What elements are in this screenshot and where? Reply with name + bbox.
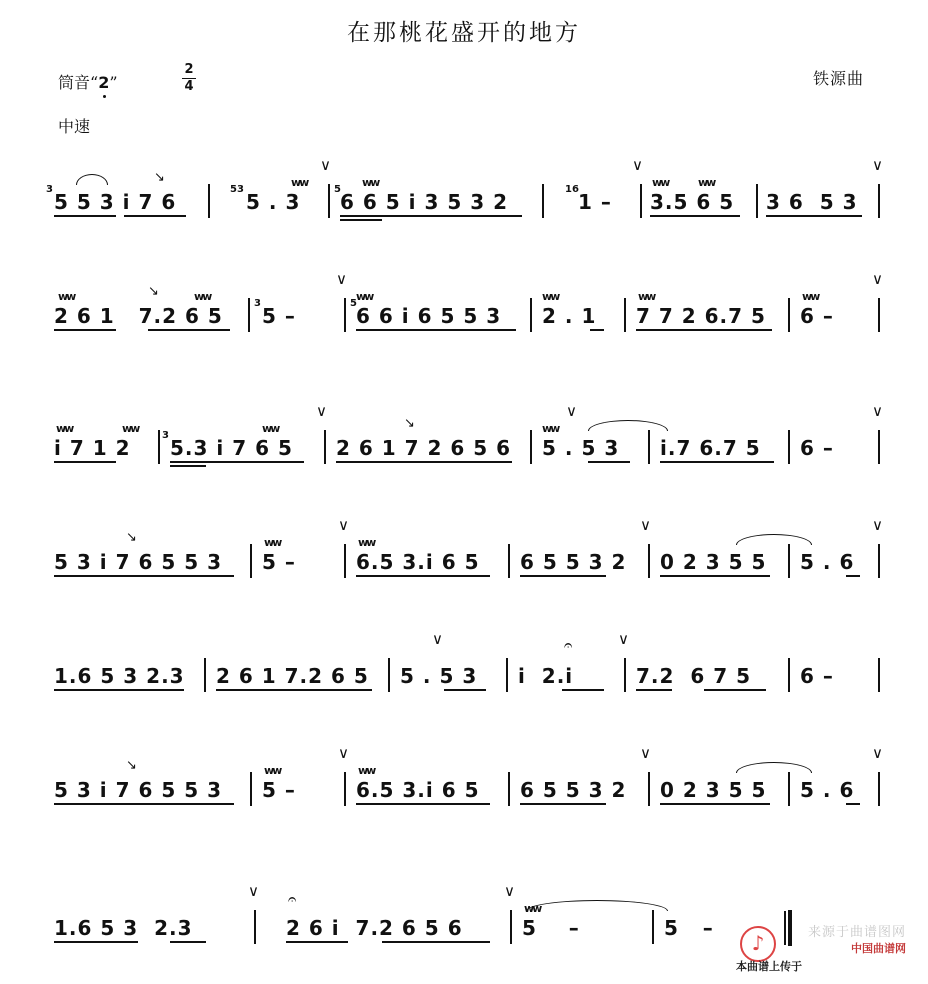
measure: 5 . 3 bbox=[246, 190, 301, 214]
underline bbox=[54, 689, 184, 691]
measure: 5 . 6 bbox=[800, 778, 855, 802]
barline bbox=[324, 430, 326, 464]
barline bbox=[158, 430, 160, 464]
key-note: 2 bbox=[98, 73, 110, 92]
barline bbox=[624, 658, 626, 692]
underline bbox=[590, 329, 604, 331]
music-note-logo: ♪ bbox=[740, 926, 776, 962]
measure: 0 2 3 5 5 bbox=[660, 778, 767, 802]
measure: 6 6 5 i 3 5 3 2 bbox=[340, 190, 509, 214]
measure: 5 . 5 3 bbox=[400, 664, 478, 688]
barline bbox=[788, 658, 790, 692]
measure: 1.6 5 3 2.3 bbox=[54, 916, 193, 940]
slur bbox=[736, 534, 812, 545]
barline bbox=[878, 184, 880, 218]
key-prefix: 筒音“ bbox=[58, 73, 99, 92]
breath-mark: ∨ bbox=[320, 156, 331, 174]
breath-mark: ∨ bbox=[248, 882, 259, 900]
barline bbox=[648, 544, 650, 578]
trill-mark: ᴡᴡ bbox=[122, 422, 139, 435]
underline bbox=[54, 215, 116, 217]
barline bbox=[648, 430, 650, 464]
staff-line-2 bbox=[0, 270, 928, 342]
barline bbox=[878, 298, 880, 332]
breath-mark: ∨ bbox=[632, 156, 643, 174]
grace-note: 3 bbox=[46, 184, 53, 195]
barline bbox=[788, 298, 790, 332]
underline bbox=[54, 941, 138, 943]
watermark-text: 来源于曲谱图网 bbox=[807, 925, 906, 940]
trill-mark: ᴡᴡ bbox=[638, 290, 655, 303]
barline bbox=[248, 298, 250, 332]
underline bbox=[562, 689, 604, 691]
barline bbox=[530, 430, 532, 464]
measure: 1 – bbox=[578, 190, 612, 214]
bend-arrow: ↘ bbox=[148, 284, 159, 299]
trill-mark: ᴡᴡ bbox=[58, 290, 75, 303]
measure: 2 . 1 bbox=[542, 304, 597, 328]
bend-arrow: ↘ bbox=[154, 170, 165, 185]
underline bbox=[520, 803, 606, 805]
breath-mark: ∨ bbox=[872, 402, 883, 420]
meter-bottom: 4 bbox=[184, 79, 194, 94]
measure: 1.6 5 3 2.3 bbox=[54, 664, 185, 688]
underline bbox=[846, 803, 860, 805]
score-title: 在那桃花盛开的地方 bbox=[347, 20, 581, 46]
barline bbox=[878, 772, 880, 806]
barline bbox=[344, 544, 346, 578]
breath-mark: ∨ bbox=[504, 882, 515, 900]
measure: 5 – bbox=[262, 778, 296, 802]
measure: 6 5 5 3 2 bbox=[520, 778, 627, 802]
underline bbox=[660, 803, 770, 805]
bend-arrow: ↘ bbox=[126, 530, 137, 545]
underline bbox=[54, 803, 234, 805]
grace-note: 5 bbox=[334, 184, 341, 195]
staff-line-6 bbox=[0, 744, 928, 816]
staff-line-3 bbox=[0, 402, 928, 474]
measure: 6.5 3.i 6 5 bbox=[356, 778, 480, 802]
breath-mark: 𝄐 bbox=[564, 636, 573, 654]
measure: 5 5 3 i 7 6 bbox=[54, 190, 177, 214]
measure: 2 6 i 7.2 6 5 6 bbox=[286, 916, 463, 940]
measure: 5 . 5 3 bbox=[542, 436, 620, 460]
trill-mark: ᴡᴡ bbox=[524, 902, 541, 915]
trill-mark: ᴡᴡ bbox=[262, 422, 279, 435]
underline bbox=[636, 329, 772, 331]
slur bbox=[588, 420, 668, 431]
underline bbox=[650, 215, 740, 217]
trill-mark: ᴡᴡ bbox=[56, 422, 73, 435]
time-signature bbox=[182, 62, 196, 95]
trill-mark: ᴡᴡ bbox=[358, 764, 375, 777]
underline bbox=[636, 689, 672, 691]
barline bbox=[624, 298, 626, 332]
measure: 6 6 i 6 5 5 3 bbox=[356, 304, 502, 328]
slur bbox=[526, 900, 668, 911]
staff-line-7 bbox=[0, 882, 928, 954]
measure: 2 6 1 7.2 6 5 bbox=[54, 304, 223, 328]
measure: 2 6 1 7 2 6 5 6 bbox=[336, 436, 512, 460]
breath-mark: ∨ bbox=[432, 630, 443, 648]
barline bbox=[756, 184, 758, 218]
underline bbox=[520, 575, 606, 577]
barline bbox=[388, 658, 390, 692]
measure: 5.3 i 7 6 5 bbox=[170, 436, 293, 460]
underline bbox=[286, 941, 348, 943]
measure: i 7 1 2 bbox=[54, 436, 131, 460]
measure: 7.2 6 7 5 bbox=[636, 664, 752, 688]
key-suffix: ” bbox=[109, 73, 118, 92]
underline bbox=[170, 941, 206, 943]
barline bbox=[204, 658, 206, 692]
measure: 5 – bbox=[522, 916, 580, 940]
upload-notice: 本曲谱上传于 bbox=[736, 960, 802, 973]
underline bbox=[660, 575, 770, 577]
barline bbox=[250, 772, 252, 806]
breath-mark: ∨ bbox=[640, 744, 651, 762]
underline bbox=[124, 215, 186, 217]
underline bbox=[356, 575, 490, 577]
trill-mark: ᴡᴡ bbox=[356, 290, 373, 303]
grace-note: 5 bbox=[350, 298, 357, 309]
bend-arrow: ↘ bbox=[404, 416, 415, 431]
barline bbox=[878, 430, 880, 464]
staff-line-4 bbox=[0, 516, 928, 588]
trill-mark: ᴡᴡ bbox=[358, 536, 375, 549]
underline bbox=[444, 689, 486, 691]
breath-mark: ∨ bbox=[566, 402, 577, 420]
measure: i.7 6.7 5 bbox=[660, 436, 761, 460]
underline bbox=[54, 575, 234, 577]
barline bbox=[788, 430, 790, 464]
measure: 6 – bbox=[800, 436, 834, 460]
barline bbox=[878, 544, 880, 578]
trill-mark: ᴡᴡ bbox=[542, 422, 559, 435]
barline bbox=[878, 658, 880, 692]
measure: 6 – bbox=[800, 304, 834, 328]
barline bbox=[542, 184, 544, 218]
breath-mark: ∨ bbox=[640, 516, 651, 534]
measure: 6 – bbox=[800, 664, 834, 688]
barline bbox=[648, 772, 650, 806]
underline bbox=[356, 329, 516, 331]
breath-mark: 𝄐 bbox=[288, 890, 297, 908]
barline bbox=[640, 184, 642, 218]
breath-mark: ∨ bbox=[618, 630, 629, 648]
breath-mark: ∨ bbox=[336, 270, 347, 288]
trill-mark: ᴡᴡ bbox=[542, 290, 559, 303]
breath-mark: ∨ bbox=[316, 402, 327, 420]
trill-mark: ᴡᴡ bbox=[652, 176, 669, 189]
trill-mark: ᴡᴡ bbox=[362, 176, 379, 189]
trill-mark: ᴡᴡ bbox=[291, 176, 308, 189]
barline bbox=[508, 772, 510, 806]
measure: 6 5 5 3 2 bbox=[520, 550, 627, 574]
measure: 3 6 5 3 bbox=[766, 190, 858, 214]
barline bbox=[506, 658, 508, 692]
grace-note: 16 bbox=[565, 184, 579, 195]
trill-mark: ᴡᴡ bbox=[264, 536, 281, 549]
barline bbox=[508, 544, 510, 578]
breath-mark: ∨ bbox=[872, 270, 883, 288]
underline bbox=[766, 215, 862, 217]
underline bbox=[170, 465, 206, 467]
tempo-marking: 中速 bbox=[58, 117, 91, 136]
breath-mark: ∨ bbox=[872, 744, 883, 762]
measure: 5 – bbox=[664, 916, 714, 940]
measure: 5 . 6 bbox=[800, 550, 855, 574]
barline bbox=[328, 184, 330, 218]
underline bbox=[356, 803, 490, 805]
underline bbox=[382, 941, 490, 943]
underline bbox=[216, 689, 372, 691]
slur bbox=[76, 174, 108, 185]
measure: 5 – bbox=[262, 550, 296, 574]
meter-top: 2 bbox=[184, 62, 194, 77]
underline bbox=[704, 689, 766, 691]
breath-mark: ∨ bbox=[338, 744, 349, 762]
measure: 0 2 3 5 5 bbox=[660, 550, 767, 574]
barline bbox=[788, 772, 790, 806]
underline bbox=[660, 461, 774, 463]
breath-mark: ∨ bbox=[872, 156, 883, 174]
key-signature bbox=[58, 70, 118, 93]
barline bbox=[250, 544, 252, 578]
trill-mark: ᴡᴡ bbox=[698, 176, 715, 189]
underline bbox=[340, 215, 522, 217]
trill-mark: ᴡᴡ bbox=[264, 764, 281, 777]
measure: 3.5 6 5 bbox=[650, 190, 735, 214]
measure: 5 3 i 7 6 5 5 3 bbox=[54, 550, 223, 574]
barline bbox=[344, 298, 346, 332]
staff-line-5 bbox=[0, 630, 928, 702]
breath-mark: ∨ bbox=[872, 516, 883, 534]
measure: 6.5 3.i 6 5 bbox=[356, 550, 480, 574]
composer: 铁源曲 bbox=[812, 69, 864, 88]
underline bbox=[170, 461, 304, 463]
underline bbox=[846, 575, 860, 577]
watermark-sub: 中国曲谱网 bbox=[851, 942, 906, 955]
underline bbox=[588, 461, 630, 463]
final-barline bbox=[788, 910, 792, 946]
barline bbox=[208, 184, 210, 218]
staff-line-1 bbox=[0, 156, 928, 228]
underline bbox=[148, 329, 230, 331]
barline bbox=[254, 910, 256, 944]
bend-arrow: ↘ bbox=[126, 758, 137, 773]
barline bbox=[788, 544, 790, 578]
barline bbox=[652, 910, 654, 944]
underline bbox=[340, 219, 382, 221]
barline bbox=[530, 298, 532, 332]
measure: 5 – bbox=[262, 304, 296, 328]
underline bbox=[54, 329, 116, 331]
measure: i 2.i bbox=[518, 664, 574, 688]
trill-mark: ᴡᴡ bbox=[802, 290, 819, 303]
underline bbox=[54, 461, 116, 463]
measure: 2 6 1 7.2 6 5 bbox=[216, 664, 369, 688]
barline bbox=[510, 910, 512, 944]
grace-note: 53 bbox=[230, 184, 244, 195]
underline bbox=[336, 461, 512, 463]
watermark bbox=[808, 921, 906, 956]
slur bbox=[736, 762, 812, 773]
barline bbox=[344, 772, 346, 806]
grace-note: 3 bbox=[254, 298, 261, 309]
measure: 7 7 2 6.7 5 bbox=[636, 304, 766, 328]
grace-note: 3 bbox=[162, 430, 169, 441]
trill-mark: ᴡᴡ bbox=[194, 290, 211, 303]
breath-mark: ∨ bbox=[338, 516, 349, 534]
measure: 5 3 i 7 6 5 5 3 bbox=[54, 778, 223, 802]
